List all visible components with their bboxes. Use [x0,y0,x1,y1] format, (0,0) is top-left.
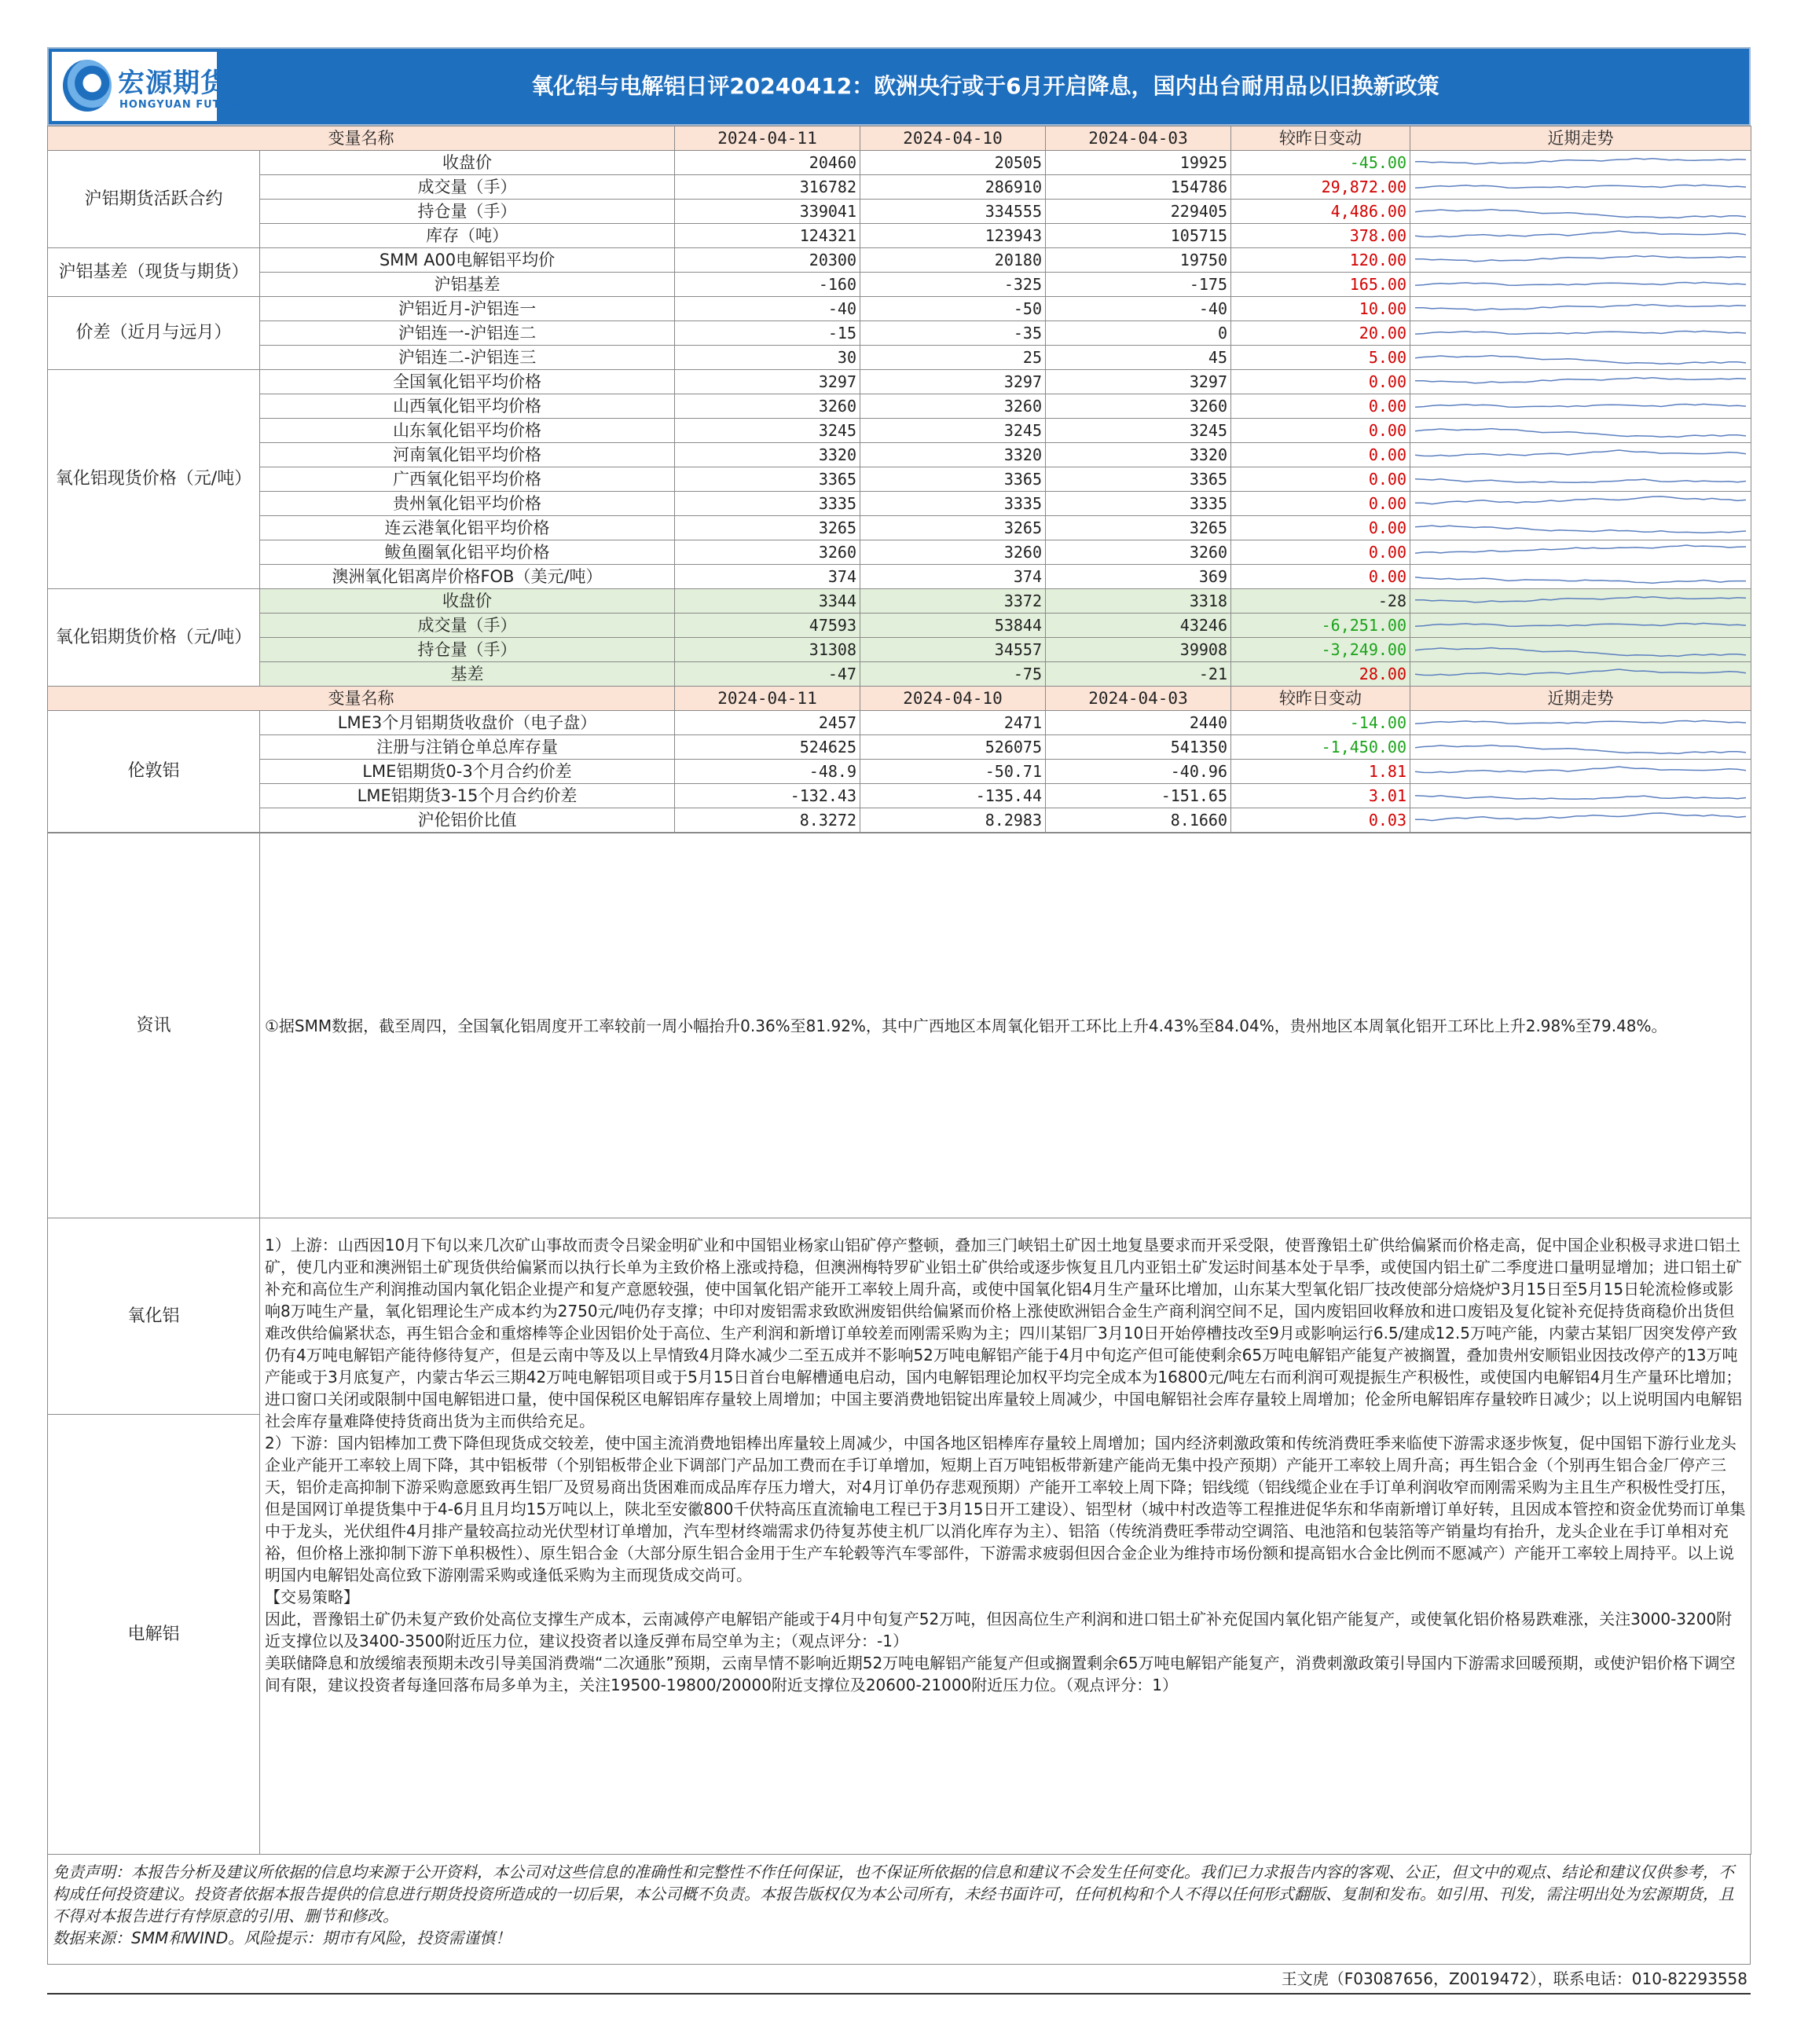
report-sheet [47,47,1751,1995]
header-trend: 近期走势 [1410,687,1751,711]
table-row [48,711,1751,735]
row-label: LME铝期货3-15个月合约价差 [260,784,675,808]
table-row [48,175,1751,200]
change-cell: 3.01 [1231,784,1410,808]
row-label: 全国氧化铝平均价格 [260,370,675,394]
value-cell: 3372 [860,589,1046,614]
value-cell: -75 [860,662,1046,687]
trend-sparkline-cell [1410,321,1751,346]
value-cell: 374 [675,565,860,589]
row-label: 山东氧化铝平均价格 [260,419,675,443]
value-cell: 3260 [1046,540,1231,565]
change-cell: 29,872.00 [1231,175,1410,200]
table-row [48,589,1751,614]
header-date: 2024-04-11 [675,687,860,711]
value-cell: 53844 [860,614,1046,638]
sparkline-icon [1415,324,1746,342]
value-cell: 3320 [1046,443,1231,467]
table-row [48,248,1751,273]
value-cell: -40 [1046,297,1231,321]
trend-sparkline-cell [1410,516,1751,540]
trend-sparkline-cell [1410,370,1751,394]
sparkline-icon [1415,738,1746,756]
trend-sparkline-cell [1410,443,1751,467]
value-cell: 3245 [1046,419,1231,443]
trend-sparkline-cell [1410,200,1751,224]
sparkline-icon [1415,543,1746,562]
change-cell: 378.00 [1231,224,1410,248]
table-row [48,443,1751,467]
value-cell: 3365 [1046,467,1231,492]
change-cell: 0.00 [1231,565,1410,589]
change-cell: -6,251.00 [1231,614,1410,638]
value-cell: 3335 [675,492,860,516]
row-label: 沪铝近月-沪铝连一 [260,297,675,321]
analysis-downstream: 2）下游：国内铝棒加工费下降但现货成交较差，使中国主流消费地铝棒出库量较上周减少，中国各地区铝棒库存量较上周增加；国内经济刺激政策和传统消费旺季来临使下游需求逐步恢复，促中国铝下游行业龙头企业产能开工率较上周下降，其中铝板带（个别铝板带企业下调部门产品加工费而在手订单增加，短期上百万吨铝板带新建产能尚无集中投产预期）产能开工率较上周升高；再生铝合金（个别再生铝合金厂停产三天，铝价走高抑制下游采购意愿致再生铝厂及贸易商出货困难而成品库存压力增大，对4月订单仍存悲观预期）产能开工率较上周下降；铝线缆（铝线缆企业在手订单利润收窄而刚需采购为主且生产积极性受打压，但是国网订单提货集中于4-6月且月均15万吨以上，陕北至安徽800千伏特高压直流输电工程已于3月15日开工建设）、铝型材（城中村改造等工程推进促华东和华南新增订单好转，且因成本管控和资金优势而订单集中于龙头，光伏组件4月排产量较高拉动光伏型材订单增加，汽车型材终端需求仍待复苏使主机厂以消化库存为主）、铝箔（传统消费旺季带动空调箔、电池箔和包装箔等产销量均有抬升，龙头企业在手订单相对充裕，但价格上涨抑制下游下单积极性）、原生铝合金（大部分原生铝合金用于生产车轮毂等汽车零部件，下游需求疲弱但因合金企业为维持市场份额和提高铝水合金比例而不愿减产）产能开工率较上周持平。以上说明国内电解铝处高位致下游刚需采购或逢低采购为主而现货成交尚可。 [265,1434,1746,1584]
value-cell: -35 [860,321,1046,346]
value-cell: -40 [675,297,860,321]
value-cell: 31308 [675,638,860,662]
header-trend: 近期走势 [1410,126,1751,151]
value-cell: -135.44 [860,784,1046,808]
sparkline-icon [1415,275,1746,294]
value-cell: 541350 [1046,735,1231,760]
value-cell: 3335 [1046,492,1231,516]
change-cell: 0.00 [1231,516,1410,540]
value-cell: 524625 [675,735,860,760]
table-row [48,151,1751,175]
trend-sparkline-cell [1410,711,1751,735]
value-cell: 3335 [860,492,1046,516]
value-cell: 25 [860,346,1046,370]
sparkline-icon [1415,178,1746,196]
value-cell: 3297 [1046,370,1231,394]
value-cell: 105715 [1046,224,1231,248]
change-cell: 28.00 [1231,662,1410,687]
value-cell: 8.2983 [860,808,1046,833]
value-cell: 3365 [675,467,860,492]
change-cell: 0.03 [1231,808,1410,833]
table-row [48,419,1751,443]
value-cell: 374 [860,565,1046,589]
sparkline-icon [1415,762,1746,781]
value-cell: 3260 [860,540,1046,565]
value-cell: 316782 [675,175,860,200]
value-cell: 2440 [1046,711,1231,735]
trend-sparkline-cell [1410,248,1751,273]
change-cell: -3,249.00 [1231,638,1410,662]
value-cell: 123943 [860,224,1046,248]
row-label: 收盘价 [260,151,675,175]
row-label: 沪铝连一-沪铝连二 [260,321,675,346]
change-cell: -14.00 [1231,711,1410,735]
value-cell: 34557 [860,638,1046,662]
row-label: 山西氧化铝平均价格 [260,394,675,419]
data-table [47,126,1751,833]
table-row [48,467,1751,492]
value-cell: 43246 [1046,614,1231,638]
value-cell: -160 [675,273,860,297]
value-cell: -151.65 [1046,784,1231,808]
strategy-alumina: 因此，晋豫铝土矿仍未复产致价处高位支撑生产成本，云南减停产电解铝产能或于4月中旬复产52万吨，但因高位生产利润和进口铝土矿补充促国内氧化铝产能复产，或使氧化铝价格易跌难涨，关注3000-3200附近支撑位以及3400-3500附近压力位，建议投资者以逢反弹布局空单为主；（观点评分：-1） [265,1610,1733,1650]
row-label: 基差 [260,662,675,687]
trend-sparkline-cell [1410,638,1751,662]
sparkline-icon [1415,665,1746,683]
row-label: 鲅鱼圈氧化铝平均价格 [260,540,675,565]
trend-sparkline-cell [1410,492,1751,516]
trend-sparkline-cell [1410,467,1751,492]
value-cell: 3260 [675,540,860,565]
sparkline-icon [1415,494,1746,513]
row-label: 沪伦铝价比值 [260,808,675,833]
sparkline-icon [1415,518,1746,537]
change-cell: 10.00 [1231,297,1410,321]
value-cell: 286910 [860,175,1046,200]
section-label: 沪铝基差（现货与期货） [48,248,260,297]
row-label: 持仓量（手） [260,638,675,662]
header-variable: 变量名称 [48,687,675,711]
change-cell: -45.00 [1231,151,1410,175]
section-label: 氧化铝期货价格（元/吨） [48,589,260,687]
disclaimer-text: 免责声明：本报告分析及建议所依据的信息均来源于公开资料，本公司对这些信息的准确性和完整性不作任何保证，也不保证所依据的信息和建议不会发生任何变化。我们已力求报告内容的客观、公正，但文中的观点、结论和建议仅供参考，不构成任何投资建议。投资者依据本报告提供的信息进行期货投资所造成的一切后果，本公司概不负责。本报告版权仅为本公司所有，未经书面许可，任何机构和个人不得以任何形式翻版、复制和发布。如引用、刊发，需注明出处为宏源期货，且不得对本报告进行有悖原意的引用、删节和修改。 [53,1863,1734,1925]
value-cell: 3297 [675,370,860,394]
value-cell: -47 [675,662,860,687]
row-label: 收盘价 [260,589,675,614]
value-cell: 3265 [675,516,860,540]
row-label: LME3个月铝期货收盘价（电子盘） [260,711,675,735]
change-cell: -1,450.00 [1231,735,1410,760]
row-label: 连云港氧化铝平均价格 [260,516,675,540]
table-row [48,540,1751,565]
sparkline-icon [1415,421,1746,440]
table-row [48,662,1751,687]
trend-sparkline-cell [1410,224,1751,248]
change-cell: 0.00 [1231,443,1410,467]
value-cell: 3245 [675,419,860,443]
analysis-text [260,1218,1751,1855]
trend-sparkline-cell [1410,394,1751,419]
value-cell: 2471 [860,711,1046,735]
table-row [48,516,1751,540]
table-row [48,784,1751,808]
row-label: 广西氧化铝平均价格 [260,467,675,492]
value-cell: 19925 [1046,151,1231,175]
table-row [48,273,1751,297]
change-cell: 0.00 [1231,394,1410,419]
trend-sparkline-cell [1410,760,1751,784]
sparkline-icon [1415,372,1746,391]
sparkline-icon [1415,470,1746,489]
value-cell: 47593 [675,614,860,638]
section-label: 伦敦铝 [48,711,260,833]
value-cell: 3260 [1046,394,1231,419]
table-row [48,321,1751,346]
value-cell: 30 [675,346,860,370]
disclaimer [47,1855,1751,1965]
author-footer: 王文虎（F03087656，Z0019472），联系电话：010-82293558 [47,1965,1751,1995]
row-label: 成交量（手） [260,614,675,638]
trend-sparkline-cell [1410,589,1751,614]
value-cell: 20460 [675,151,860,175]
value-cell: 0 [1046,321,1231,346]
row-label: LME铝期货0-3个月合约价差 [260,760,675,784]
sparkline-icon [1415,397,1746,416]
value-cell: 334555 [860,200,1046,224]
sparkline-icon [1415,153,1746,172]
header-date: 2024-04-03 [1046,126,1231,151]
row-label: 河南氧化铝平均价格 [260,443,675,467]
change-cell: 0.00 [1231,492,1410,516]
trend-sparkline-cell [1410,419,1751,443]
sparkline-icon [1415,299,1746,318]
table-row [48,492,1751,516]
trend-sparkline-cell [1410,565,1751,589]
table-row [48,565,1751,589]
value-cell: -40.96 [1046,760,1231,784]
value-cell: 3265 [1046,516,1231,540]
value-cell: -21 [1046,662,1231,687]
value-cell: -175 [1046,273,1231,297]
sparkline-icon [1415,640,1746,659]
change-cell: 0.00 [1231,370,1410,394]
aluminum-label: 电解铝 [48,1415,260,1855]
table-row [48,346,1751,370]
value-cell: 45 [1046,346,1231,370]
trend-sparkline-cell [1410,540,1751,565]
header-variable: 变量名称 [48,126,675,151]
change-cell: 0.00 [1231,419,1410,443]
sparkline-icon [1415,567,1746,586]
table-row [48,370,1751,394]
data-source: 数据来源：SMM和WIND。风险提示：期市有风险，投资需谨慎！ [53,1929,512,1947]
change-cell: 165.00 [1231,273,1410,297]
value-cell: 124321 [675,224,860,248]
change-cell: 1.81 [1231,760,1410,784]
value-cell: 526075 [860,735,1046,760]
trend-sparkline-cell [1410,735,1751,760]
value-cell: 3365 [860,467,1046,492]
news-label: 资讯 [48,833,260,1218]
value-cell: 3260 [675,394,860,419]
value-cell: -48.9 [675,760,860,784]
logo-text-en: HONGYUAN FUTURES [119,99,255,111]
company-logo [52,52,255,121]
report-header [47,47,1751,126]
row-label: 沪铝基差 [260,273,675,297]
row-label: 沪铝连二-沪铝连三 [260,346,675,370]
sparkline-icon [1415,445,1746,464]
value-cell: 20180 [860,248,1046,273]
value-cell: -50.71 [860,760,1046,784]
value-cell: 3245 [860,419,1046,443]
value-cell: 369 [1046,565,1231,589]
sparkline-icon [1415,616,1746,635]
row-label: 库存（吨） [260,224,675,248]
value-cell: 8.3272 [675,808,860,833]
section-label: 沪铝期货活跃合约 [48,151,260,248]
trend-sparkline-cell [1410,662,1751,687]
alumina-label: 氧化铝 [48,1218,260,1415]
table-row [48,394,1751,419]
value-cell: -15 [675,321,860,346]
logo-mark-icon [63,60,112,112]
header-date: 2024-04-10 [860,687,1046,711]
header-change: 较昨日变动 [1231,126,1410,151]
sparkline-icon [1415,713,1746,732]
sparkline-icon [1415,786,1746,805]
header-date: 2024-04-11 [675,126,860,151]
logo-text-cn: 宏源期货 [118,68,228,99]
value-cell: 19750 [1046,248,1231,273]
value-cell: 2457 [675,711,860,735]
table-row [48,297,1751,321]
row-label: 注册与注销仓单总库存量 [260,735,675,760]
row-label: 持仓量（手） [260,200,675,224]
table-header-row [48,687,1751,711]
trend-sparkline-cell [1410,808,1751,833]
value-cell: 229405 [1046,200,1231,224]
value-cell: 3297 [860,370,1046,394]
header-date: 2024-04-10 [860,126,1046,151]
sparkline-icon [1415,348,1746,367]
sparkline-icon [1415,202,1746,221]
sparkline-icon [1415,592,1746,610]
value-cell: -325 [860,273,1046,297]
trend-sparkline-cell [1410,151,1751,175]
table-row [48,760,1751,784]
trend-sparkline-cell [1410,614,1751,638]
value-cell: 3320 [675,443,860,467]
change-cell: 0.00 [1231,540,1410,565]
trend-sparkline-cell [1410,175,1751,200]
strategy-heading: 【交易策略】 [265,1588,359,1606]
table-header-row [48,126,1751,151]
row-label: 澳洲氧化铝离岸价格FOB（美元/吨） [260,565,675,589]
analysis-upstream: 1）上游：山西因10月下旬以来几次矿山事故而责令吕梁金明矿业和中国铝业杨家山铝矿停产整顿，叠加三门峡铝土矿因土地复垦要求而开采受限，使晋豫铝土矿供给偏紧而价格走高，促中国企业积极寻求进口铝土矿，使几内亚和澳洲铝土矿现货供给偏紧而以执行长单为主致价格上涨或持稳，但澳洲梅特罗矿业铝土矿供给或逐步恢复且几内亚铝土矿发运时间基本处于旱季，或使国内铝土矿二季度进口量明显增加；进口铝土矿补充和高位生产利润推动国内氧化铝企业提产和复产意愿较强，使中国氧化铝产能开工率较上周升高，或使中国氧化铝4月生产量环比增加，山东某大型氧化铝厂技改使部分焙烧炉3月15日至5月15日轮流检修或影响8万吨生产量，氧化铝理论生产成本约为2750元/吨仍存支撑；中印对废铝需求致欧洲废铝供给偏紧而价格上涨使欧洲铝合金生产商利润空间不足，国内废铝回收释放和进口废铝及复化锭补充促持货商稳价出货但难改供给偏紧状态，再生铝合金和重熔棒等企业因铝价处于高位、生产利润和新增订单较差而刚需采购为主；四川某铝厂3月10日开始停槽技改至9月或影响运行6.5/建成12.5万吨产能，内蒙古某铝厂因突发停产致仍有4万吨电解铝产能待修待复产，但是云南中等及以上旱情致4月降水减少二至五成并不影响52万吨电解铝产能于4月中旬迄产但可能使剩余65万吨电解铝产能复产被搁置，叠加贵州安顺铝业因技改停产的13万吨产能或于3月底复产，内蒙古华云三期42万吨电解铝项目或于5月15日首台电解槽通电启动，国内电解铝理论加权平均完全成本为16800元/吨左右而利润可观提振生产积极性，或使国内电解铝4月生产量环比增加；进口窗口关闭或限制中国电解铝进口量，使中国保税区电解铝库存量较上周增加；中国主要消费地铝锭出库量较上周减少，中国电解铝社会库存量较上周增加；伦金所电解铝库存量较昨日减少；以上说明国内电解铝社会库存量难降使持货商出货为主而供给充足。 [265,1236,1742,1430]
row-label: SMM A00电解铝平均价 [260,248,675,273]
text-table [47,833,1751,1855]
sparkline-icon [1415,811,1746,830]
table-row [48,200,1751,224]
value-cell: 339041 [675,200,860,224]
value-cell: 3344 [675,589,860,614]
value-cell: -132.43 [675,784,860,808]
trend-sparkline-cell [1410,273,1751,297]
value-cell: 20505 [860,151,1046,175]
table-row [48,614,1751,638]
header-change: 较昨日变动 [1231,687,1410,711]
value-cell: -50 [860,297,1046,321]
table-row [48,224,1751,248]
change-cell: 5.00 [1231,346,1410,370]
sparkline-icon [1415,226,1746,245]
value-cell: 3260 [860,394,1046,419]
change-cell: 120.00 [1231,248,1410,273]
change-cell: 20.00 [1231,321,1410,346]
header-date: 2024-04-03 [1046,687,1231,711]
section-label: 价差（近月与远月） [48,297,260,370]
change-cell: 0.00 [1231,467,1410,492]
value-cell: 39908 [1046,638,1231,662]
value-cell: 3265 [860,516,1046,540]
change-cell: -28 [1231,589,1410,614]
table-row [48,638,1751,662]
value-cell: 154786 [1046,175,1231,200]
change-cell: 4,486.00 [1231,200,1410,224]
strategy-aluminum: 美联储降息和放缓缩表预期未改引导美国消费端“二次通胀”预期，云南旱情不影响近期52万吨电解铝产能复产但或搁置剩余65万吨电解铝产能复产，消费刺激政策引导国内下游需求回暖预期，或使沪铝价格下调空间有限，建议投资者每逢回落布局多单为主，关注19500-19800/20000附近支撑位及20600-21000附近压力位。（观点评分：1） [265,1654,1736,1694]
sparkline-icon [1415,251,1746,269]
value-cell: 3320 [860,443,1046,467]
trend-sparkline-cell [1410,346,1751,370]
table-row [48,735,1751,760]
value-cell: 8.1660 [1046,808,1231,833]
row-label: 成交量（手） [260,175,675,200]
row-label: 贵州氧化铝平均价格 [260,492,675,516]
table-row [48,808,1751,833]
value-cell: 3318 [1046,589,1231,614]
value-cell: 20300 [675,248,860,273]
trend-sparkline-cell [1410,784,1751,808]
trend-sparkline-cell [1410,297,1751,321]
report-title: 氧化铝与电解铝日评20240412：欧洲央行或于6月开启降息，国内出台耐用品以旧换新政策 [531,73,1439,99]
news-text: ①据SMM数据，截至周四，全国氧化铝周度开工率较前一周小幅抬升0.36%至81.92%，其中广西地区本周氧化铝开工环比上升4.43%至84.04%，贵州地区本周氧化铝开工环比上升2.98%至79.48%。 [260,833,1751,1218]
section-label: 氧化铝现货价格（元/吨） [48,370,260,589]
